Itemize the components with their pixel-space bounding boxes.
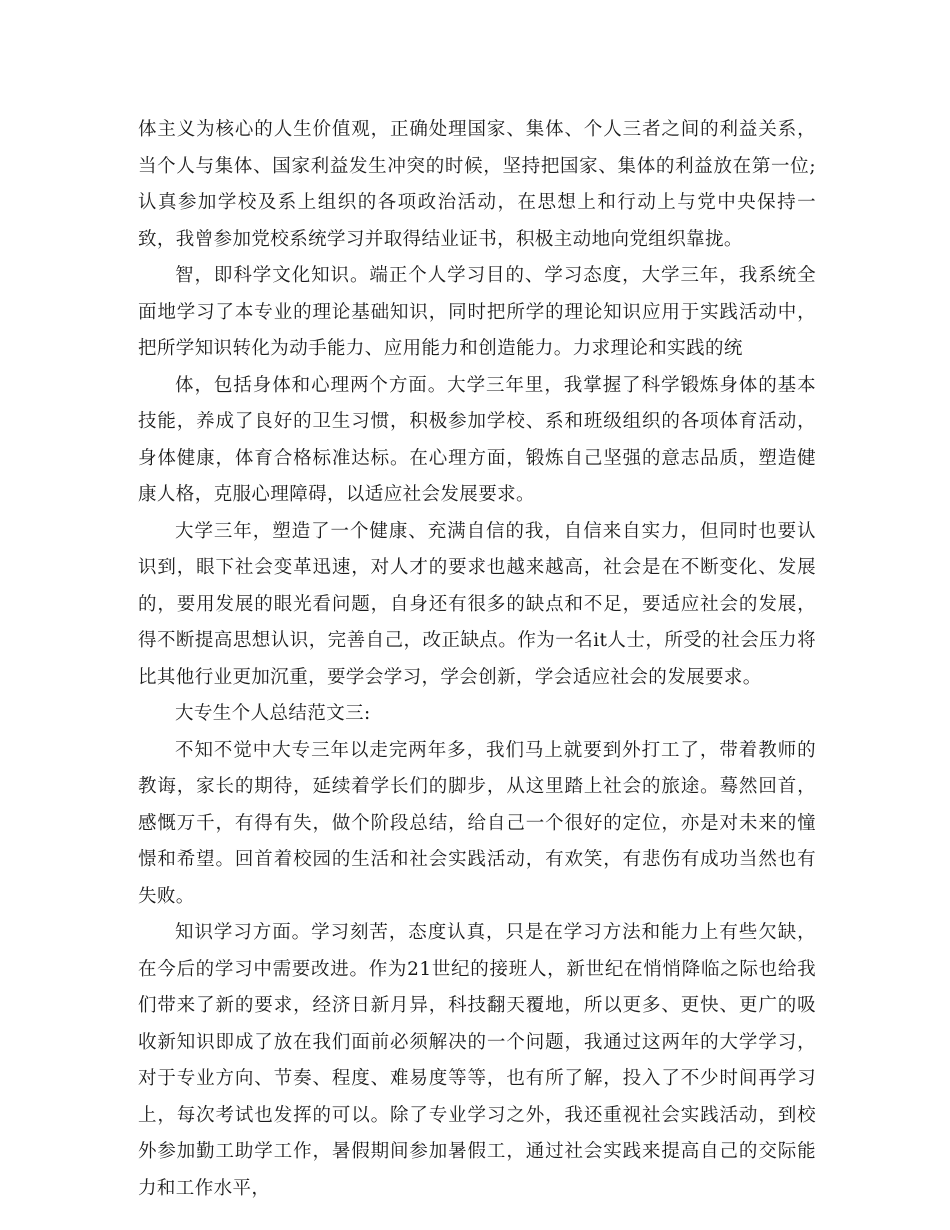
paragraph-4: 大学三年，塑造了一个健康、充满自信的我，自信来自实力，但同时也要认识到，眼下社会变革迅速，对人才的要求也越来越高，社会是在不断变化、发展的，要用发展的眼光看问题，自身还有很多的缺点和不足，要适应社会的发展，得不断提高思想认识，完善自己，改正缺点。作为一名it人士，所受的社会压力将比其他行业更加沉重，要学会学习，学会创新，学会适应社会的发展要求。 <box>138 520 816 688</box>
paragraph-3: 体，包括身体和心理两个方面。大学三年里，我掌握了科学锻炼身体的基本技能，养成了良好的卫生习惯，积极参加学校、系和班级组织的各项体育活动，身体健康，体育合格标准达标。在心理方面，锻炼自己坚强的意志品质，塑造健康人格，克服心理障碍，以适应社会发展要求。 <box>138 374 816 505</box>
document-body <box>138 112 816 1207</box>
section-heading: 大专生个人总结范文三: <box>175 703 371 724</box>
paragraph-5: 不知不觉中大专三年以走完两年多，我们马上就要到外打工了，带着教师的教诲，家长的期待，延续着学长们的脚步，从这里踏上社会的旅途。蓦然回首，感慨万千，有得有失，做个阶段总结，给自己一个很好的定位，亦是对未来的憧憬和希望。回首着校园的生活和社会实践活动，有欢笑，有悲伤有成功当然也有失败。 <box>138 739 816 907</box>
paragraph-2: 智，即科学文化知识。端正个人学习目的、学习态度，大学三年，我系统全面地学习了本专业的理论基础知识，同时把所学的理论知识应用于实践活动中，把所学知识转化为动手能力、应用能力和创造能力。力求理论和实践的统 <box>138 265 816 359</box>
paragraph-6: 知识学习方面。学习刻苦，态度认真，只是在学习方法和能力上有些欠缺，在今后的学习中需要改进。作为21世纪的接班人，新世纪在悄悄降临之际也给我们带来了新的要求，经济日新月异，科技翻天覆地，所以更多、更快、更广的吸收新知识即成了放在我们面前必须解决的一个问题，我通过这两年的大学学习，对于专业方向、节奏、程度、难易度等等，也有所了解，投入了不少时间再学习上，每次考试也发挥的可以。除了专业学习之外，我还重视社会实践活动，到校外参加勤工助学工作，暑假期间参加暑假工，通过社会实践来提高自己的交际能力和工作水平， <box>138 922 816 1199</box>
paragraph-1: 体主义为核心的人生价值观，正确处理国家、集体、个人三者之间的利益关系，当个人与集体、国家利益发生冲突的时候，坚持把国家、集体的利益放在第一位;认真参加学校及系上组织的各项政治活动，在思想上和行动上与党中央保持一致，我曾参加党校系统学习并取得结业证书，积极主动地向党组织靠拢。 <box>138 119 816 250</box>
